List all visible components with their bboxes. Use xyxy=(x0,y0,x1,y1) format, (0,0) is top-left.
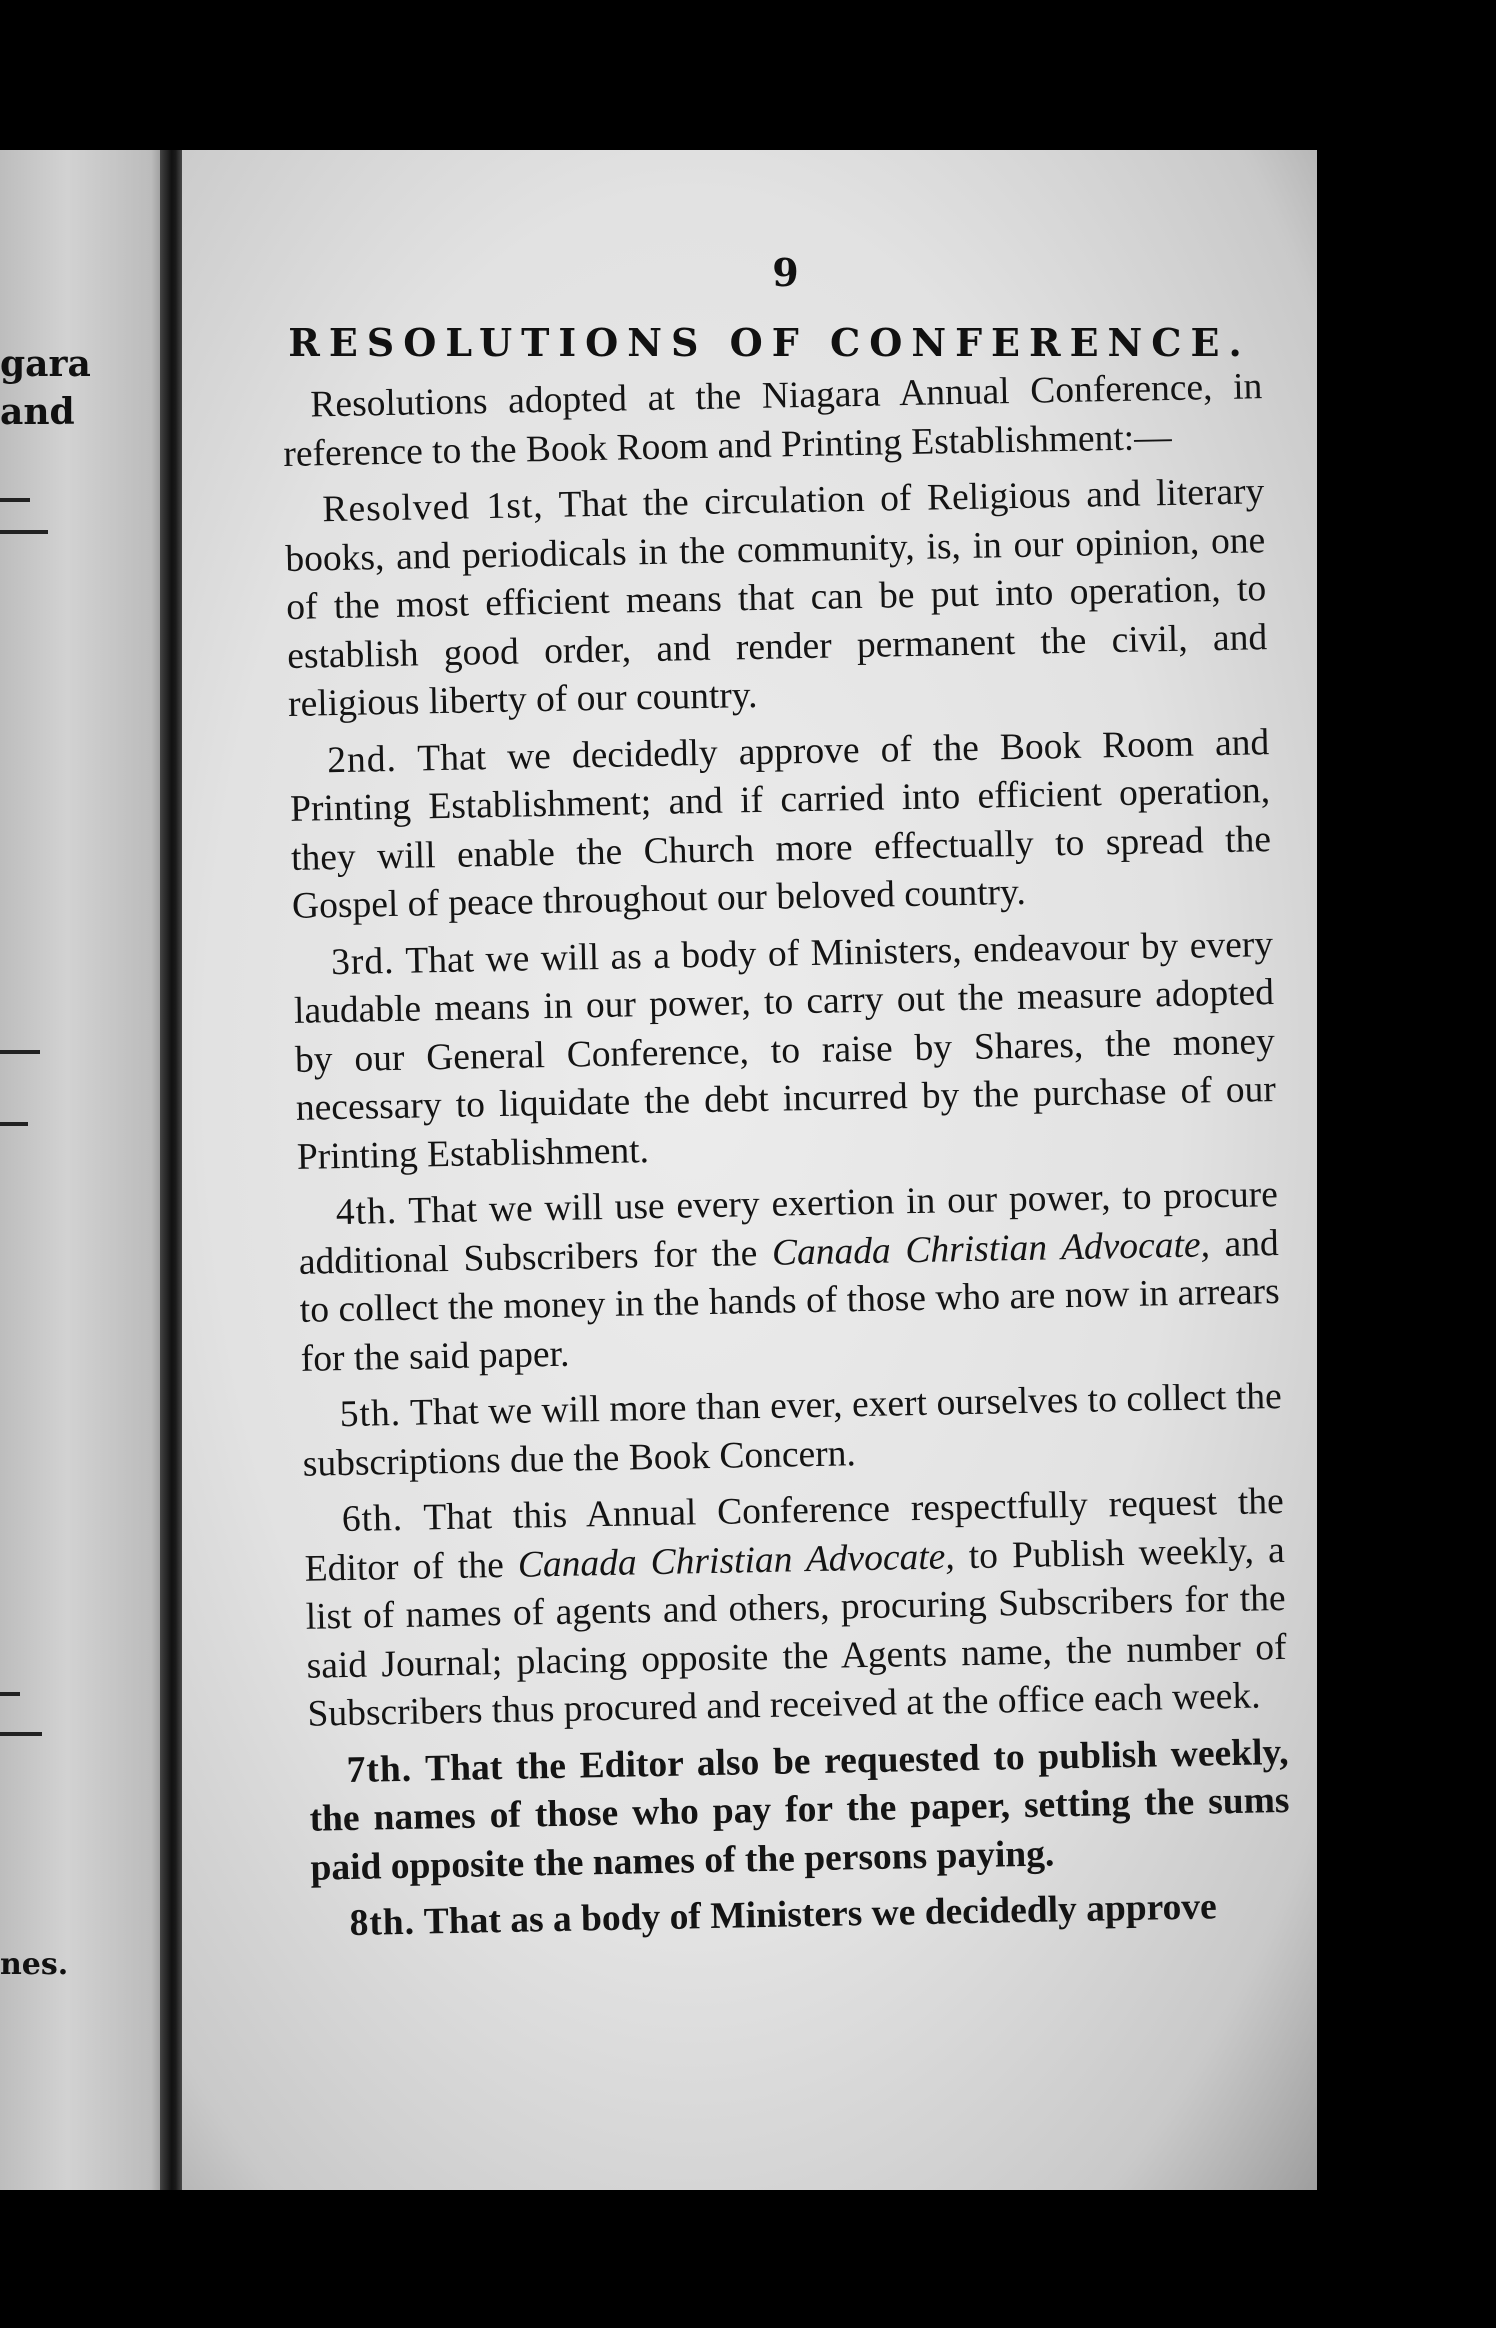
resolution-text: That the circulation of Religious and literary books, and periodicals in the community, is, in our opinion, one of the most efficient means that can be put into operation, to establish good order, and render permanent the civil, and religious liberty of our country. xyxy=(285,471,1268,725)
left-page-rule xyxy=(0,1692,20,1696)
resolution-paragraph xyxy=(284,468,1268,729)
resolution-text: That we will as a body of Ministers, endeavour by every laudable means in our power, to carry out the measure adopted by our General Conference, to raise by Shares, the money necessary to liquidate the debt incurred by the purchase of our Printing Establishment. xyxy=(293,923,1277,1178)
resolution-paragraph xyxy=(308,1728,1291,1892)
left-page-rule xyxy=(0,1732,42,1736)
intro-paragraph: Resolutions adopted at the Niagara Annual Conference, in reference to the Book Room and Printing Establishment:— xyxy=(282,366,1263,475)
resolution-paragraph xyxy=(303,1478,1287,1739)
left-page-rule xyxy=(0,1122,28,1126)
book-page xyxy=(182,150,1317,2190)
resolution-text: That this Annual Conference respectfully request the Editor of the xyxy=(304,1480,1285,1590)
newspaper-title: Canada Christian Advocate, xyxy=(771,1223,1211,1274)
resolution-number: 5th. xyxy=(339,1392,402,1436)
left-page-fragment: nes. xyxy=(0,1947,69,1982)
resolution-text: and to collect the money in the hands of those who are now in arrears for the said paper. xyxy=(299,1222,1281,1380)
resolution-number: 4th. xyxy=(335,1190,398,1234)
page-heading: RESOLUTIONS OF CONFERENCE. xyxy=(288,320,1251,365)
resolution-number: 2nd. xyxy=(326,738,398,781)
left-page-rule xyxy=(0,1050,40,1054)
resolution-text: That as a body of Ministers we decidedly approve xyxy=(423,1886,1218,1943)
left-page-fragment: and xyxy=(0,391,75,433)
left-page-rule xyxy=(0,530,48,534)
resolution-number: Resolved 1st, xyxy=(322,485,545,531)
resolution-paragraph xyxy=(289,719,1273,932)
resolution-number: 7th. xyxy=(346,1748,413,1791)
resolution-text: That we decidedly approve of the Book Room and Printing Establishment; and if carried into efficient operation, they will enable the Church more effectually to spread the Gospel of peace throughout our beloved country. xyxy=(289,721,1272,927)
resolution-paragraph xyxy=(311,1882,1292,1949)
resolution-text: to Publish weekly, a list of names of agents and others, procuring Subscribers for the said Journal; placing opposite the Agents name, the number of Subscribers thus procured and received at the office each week. xyxy=(305,1529,1287,1735)
left-facing-page xyxy=(0,150,168,2190)
resolution-number: 8th. xyxy=(349,1901,416,1944)
resolution-number: 3rd. xyxy=(330,940,395,983)
resolution-text: That we will use every exertion in our power, to procure additional Subscribers for the xyxy=(298,1174,1279,1283)
resolution-text: That the Editor also be requested to publish weekly, the names of those who pay for the paper, setting the sums paid opposite the names of the persons paying. xyxy=(309,1731,1290,1889)
page-number: 9 xyxy=(772,250,799,295)
left-page-rule xyxy=(0,498,30,502)
resolution-paragraph xyxy=(293,921,1277,1182)
resolutions-body xyxy=(282,363,1292,1957)
resolution-text: That we will more than ever, exert ourselves to collect the subscriptions due the Book Concern. xyxy=(302,1375,1283,1485)
left-page-fragment: gara xyxy=(0,343,91,385)
resolution-number: 6th. xyxy=(341,1497,404,1541)
newspaper-title: Canada Christian Advocate, xyxy=(517,1535,956,1586)
resolution-paragraph xyxy=(298,1171,1282,1384)
resolution-paragraph xyxy=(301,1373,1283,1489)
